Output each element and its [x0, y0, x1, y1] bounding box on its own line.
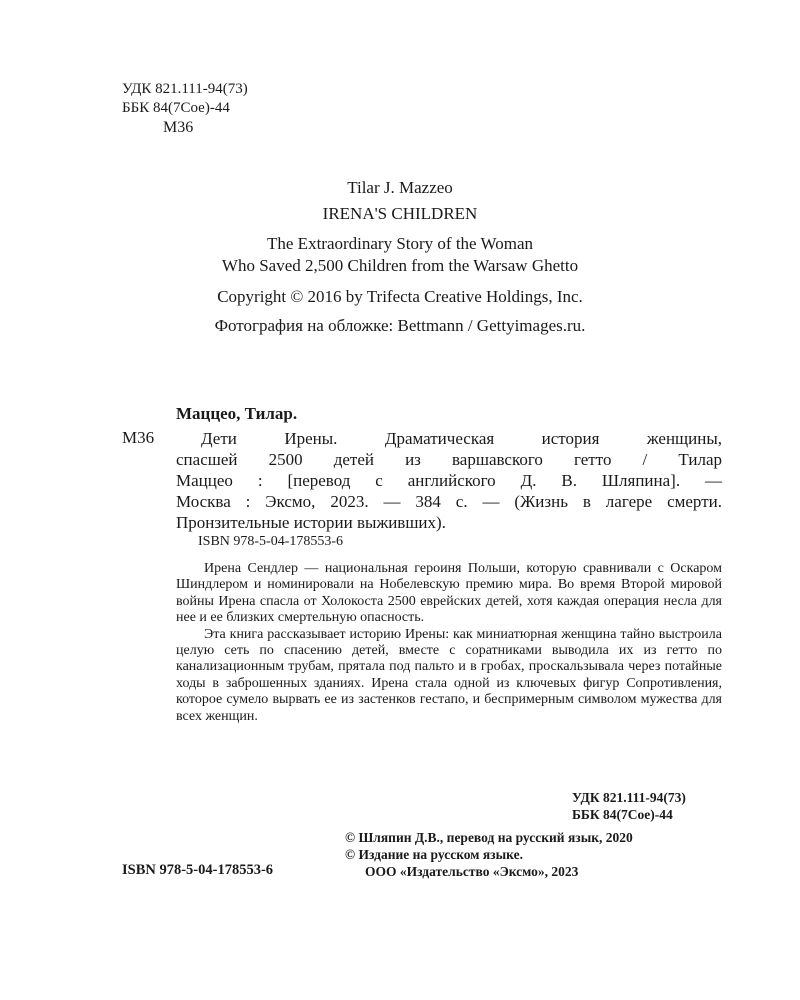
copyright-original: Copyright © 2016 by Trifecta Creative Holdings, Inc.: [217, 287, 583, 306]
original-subtitle-line2: Who Saved 2,500 Children from the Warsaw Ghetto: [221, 256, 579, 275]
udk-code: УДК 821.111-94(73): [122, 81, 248, 97]
annotation-paragraph: Эта книга рассказывает историю Ирены: как миниатюрная женщина тайно выстроила целую сеть по спасению детей, вместе с соратниками выводила их из гетто по канализационным трубам, прятала под пальто и в гробах, проскальзывала через потайные ходы в заброшенных зданиях. Ирена стала одной из ключевых фигур Сопротивления, которое сумело вырвать ее из застенков гестапо, и беспримерным символом мужества для всех женщин.: [176, 626, 722, 724]
annotation: [176, 561, 722, 725]
copyright-edition: © Издание на русском языке.: [345, 847, 523, 862]
bbk-code: ББК 84(7Сое)-44: [122, 100, 230, 116]
original-title: IRENA'S CHILDREN: [322, 204, 478, 223]
footer-bbk: ББК 84(7Сое)-44: [572, 807, 673, 822]
record-line: Москва : Эксмо, 2023. — 384 с. — (Жизнь в лагере смерти.: [176, 492, 722, 511]
record-line: спасшей 2500 детей из варшавского гетто / Тилар: [176, 450, 722, 469]
original-subtitle-line1: The Extraordinary Story of the Woman: [267, 234, 533, 253]
footer-udk: УДК 821.111-94(73): [572, 790, 686, 805]
copyright-translation: © Шляпин Д.В., перевод на русский язык, 2020: [345, 830, 633, 845]
original-author: Tilar J. Mazzeo: [347, 178, 453, 197]
record-author-mark: М36: [122, 428, 155, 447]
footer-isbn: ISBN 978-5-04-178553-6: [122, 862, 274, 878]
record-line: Маццео : [перевод с английского Д. В. Шляпина]. —: [176, 471, 722, 490]
annotation-paragraph: Ирена Сендлер — национальная героиня Польши, которую сравнивали с Оскаром Шиндлером и номинировали на Нобелевскую премию мира. Во время Второй мировой войны Ирена спасла от Холокоста 2500 еврейских детей, хотя каждая операция несла для нее и ее близких смертельную опасность.: [176, 561, 722, 626]
record-description: [176, 428, 722, 533]
record-line: Пронзительные истории выживших).: [176, 513, 446, 532]
record-isbn: ISBN 978-5-04-178553-6: [198, 534, 344, 549]
author-mark: М36: [163, 119, 194, 136]
record-line: Дети Ирены. Драматическая история женщины,: [201, 429, 722, 448]
cover-photo-credit: Фотография на обложке: Bettmann / Gettyimages.ru.: [214, 316, 586, 335]
record-heading: Маццео, Тилар.: [176, 404, 298, 423]
copyright-publisher: ООО «Издательство «Эксмо», 2023: [365, 864, 579, 879]
